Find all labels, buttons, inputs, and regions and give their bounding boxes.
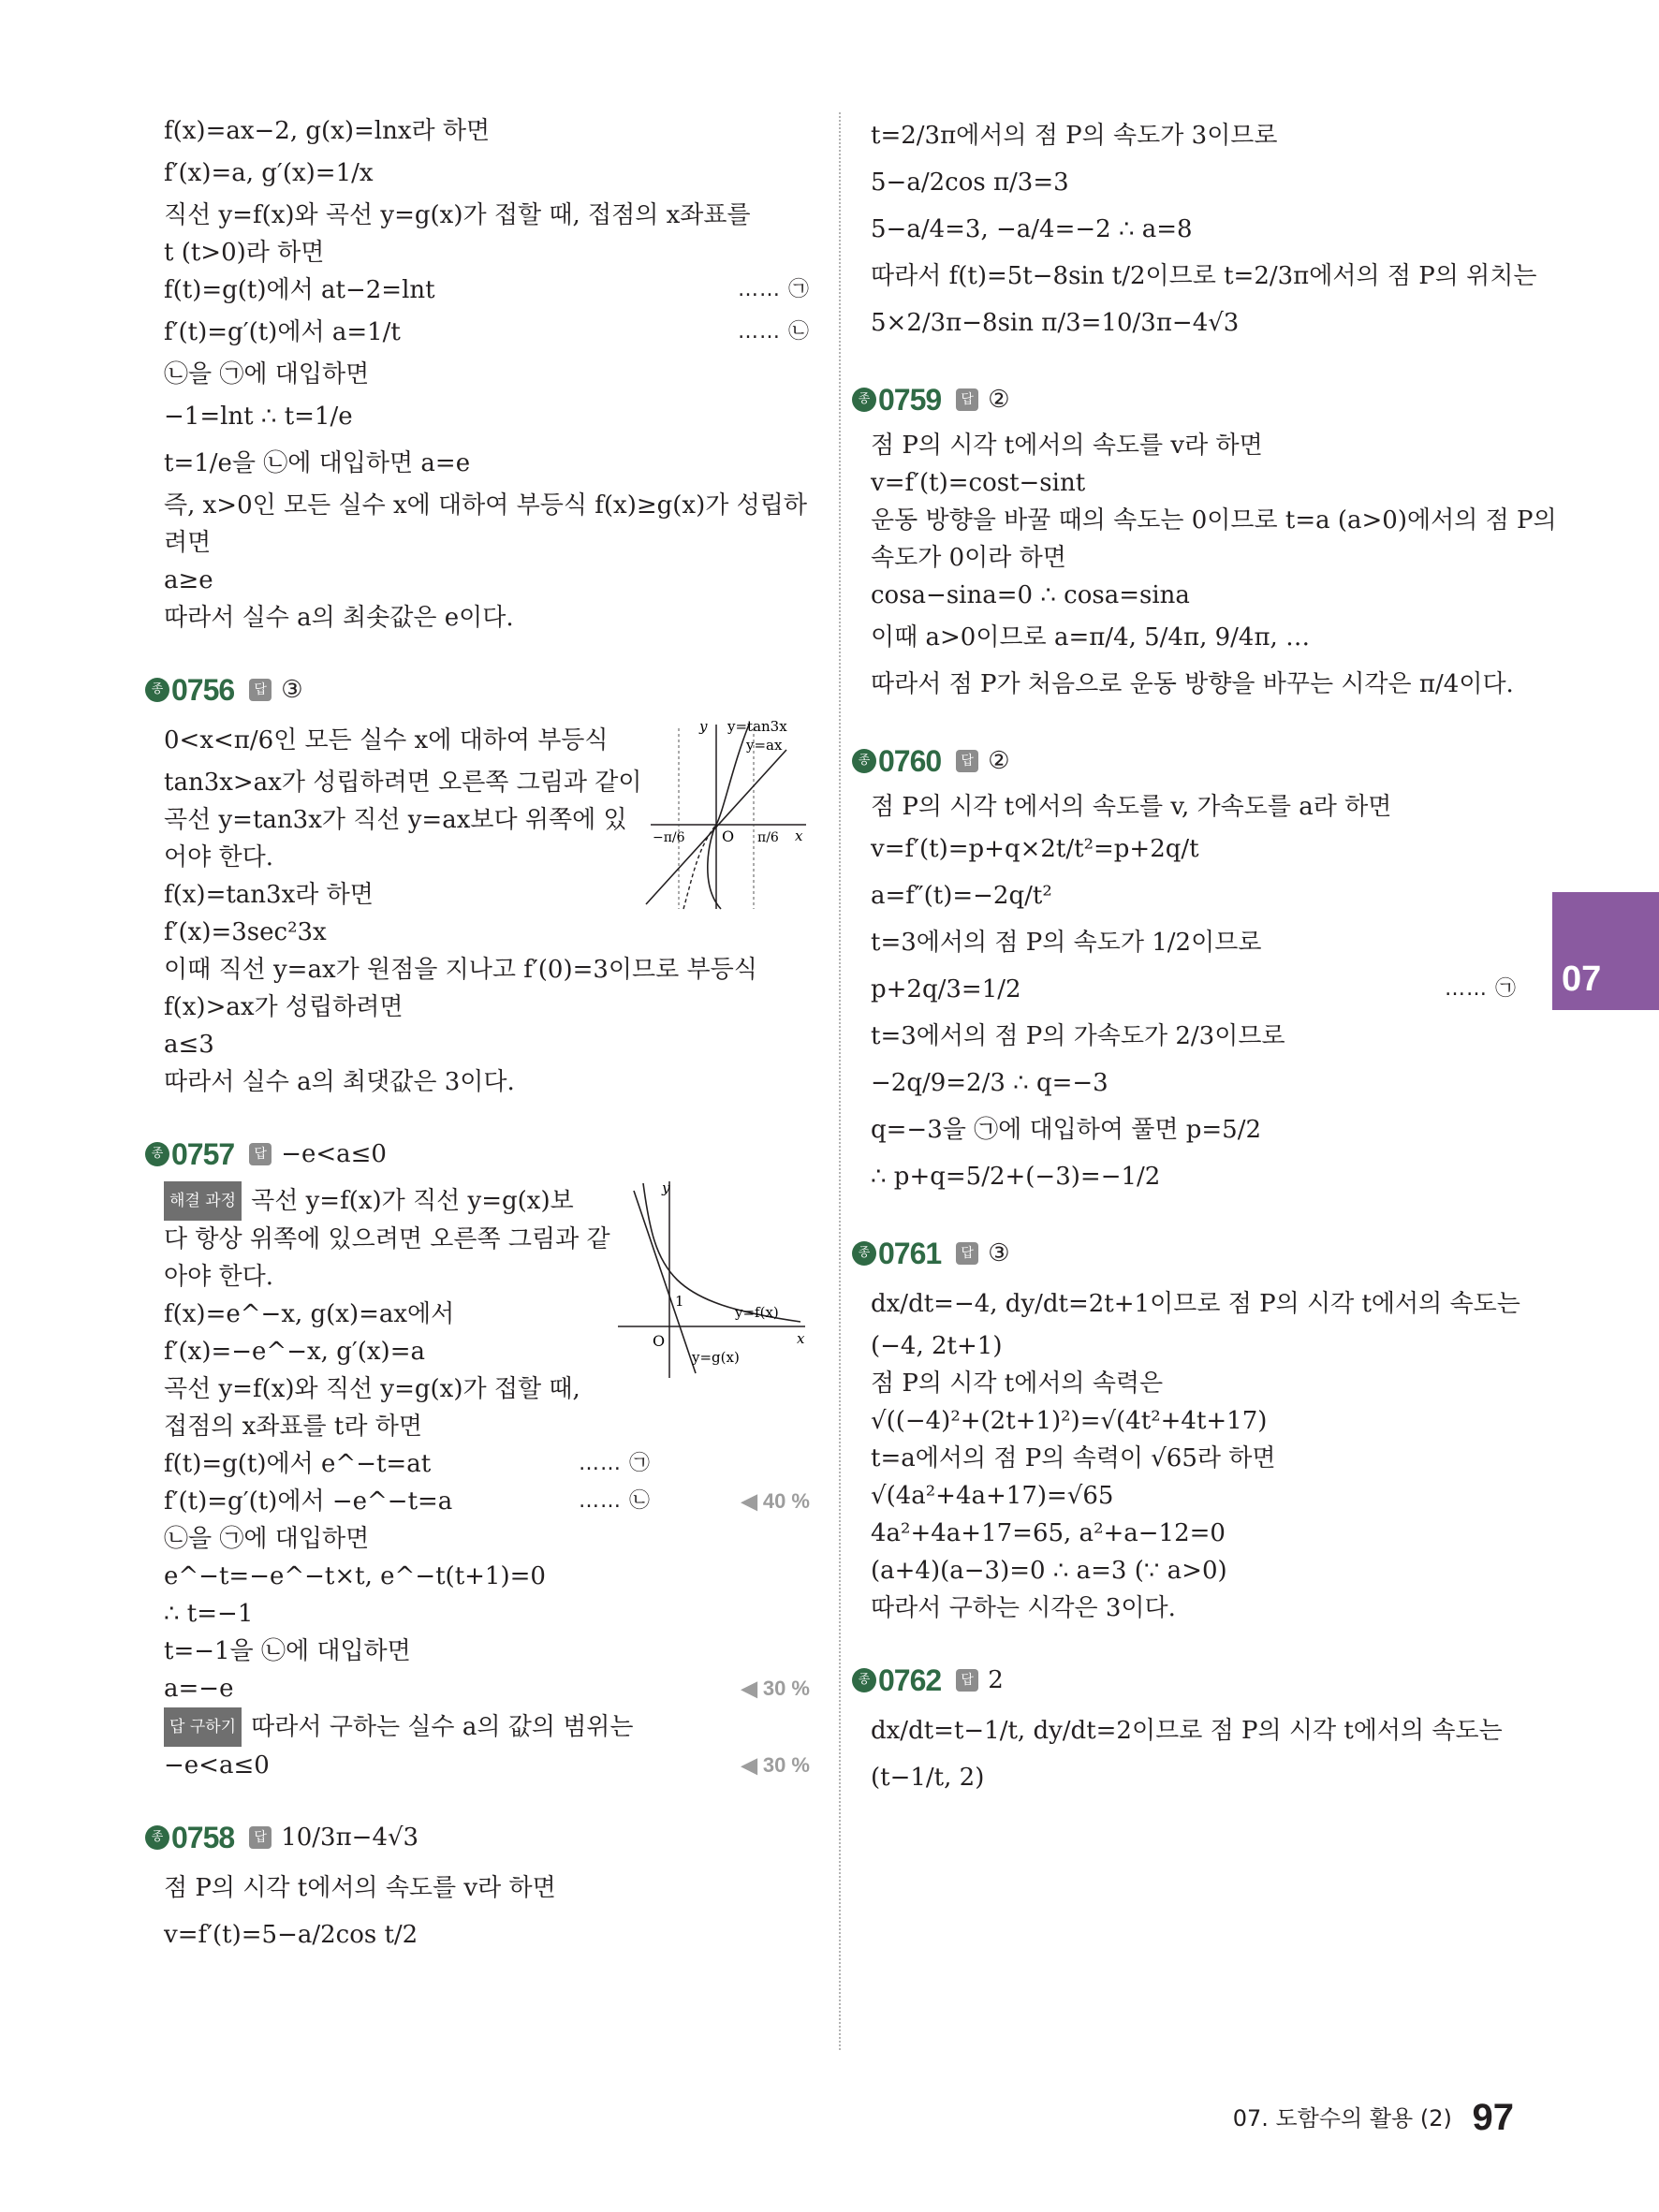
solution-line: 즉, x>0인 모든 실수 x에 대하여 부등식 f(x)≥g(x)가 성립하 — [164, 491, 807, 520]
answer-badge: 답 — [956, 1242, 978, 1265]
solution-line: √((−4)²+(2t+1)²)=√(4t²+4t+17) — [871, 1407, 1268, 1435]
problem-body-0762 — [871, 1707, 1517, 1801]
solution-line: (a+4)(a−3)=0 ∴ a=3 (∵ a>0) — [871, 1557, 1227, 1585]
answer-value: −e<a≤0 — [281, 1140, 387, 1168]
problem-body-0760 — [871, 788, 1517, 1200]
tan-curve — [708, 725, 749, 909]
intro-solution — [164, 112, 810, 637]
solution-line: 따라서 f(t)=5t−8sin t/2이므로 t=2/3π에서의 점 P의 위치는 — [871, 262, 1537, 290]
answer-value: 10/3π−4√3 — [281, 1824, 419, 1852]
answer-badge: 답 — [956, 388, 978, 411]
problem-number: 0757 — [171, 1136, 235, 1171]
answer-badge: 답 — [956, 750, 978, 772]
equation-marker: …… ㉡ — [579, 1489, 651, 1513]
solution-line: 운동 방향을 바꿀 때의 속도는 0이므로 t=a (a>0)에서의 점 P의 — [871, 506, 1557, 535]
x-label: x — [795, 828, 803, 844]
solution-line: 어야 한다. — [164, 843, 273, 872]
right-column — [858, 112, 1557, 1801]
solution-line: f(x)=ax−2, g(x)=lnx라 하면 — [164, 117, 491, 145]
solution-line: f′(x)=−e^−x, g′(x)=a — [164, 1338, 425, 1366]
solution-line: a=−e ◀ 30 % — [164, 1670, 810, 1707]
solution-line: t=3에서의 점 P의 속도가 1/2이므로 — [871, 929, 1262, 957]
y-label: y — [699, 718, 708, 735]
pos-tick-label: π/6 — [757, 830, 779, 845]
solution-line: 속도가 0이라 하면 — [871, 544, 1066, 572]
solution-line: ㉡을 ㉠에 대입하면 — [164, 360, 370, 388]
page-number: 97 — [1472, 2097, 1514, 2138]
solution-line: f′(t)=g′(t)에서 −e^−t=a …… ㉡ ◀ 40 % — [164, 1483, 810, 1520]
problem-header-0756 — [145, 668, 810, 711]
equation-marker: …… ㉠ — [1445, 977, 1517, 1001]
solution-line: cosa−sina=0 ∴ cosa=sina — [871, 581, 1190, 609]
solution-line: q=−3을 ㉠에 대입하여 풀면 p=5/2 — [871, 1116, 1262, 1144]
origin-label: O — [722, 828, 735, 845]
y-label: y — [662, 1179, 670, 1196]
solution-line: 다 항상 위쪽에 있으려면 오른쪽 그림과 같 — [164, 1225, 610, 1253]
problem-header-0759 — [852, 378, 1517, 421]
solution-line: 점 P의 시각 t에서의 속도를 v라 하면 — [164, 1874, 556, 1902]
solution-line: f′(x)=3sec²3x — [164, 918, 327, 946]
solution-line: 려면 — [164, 529, 212, 557]
solution-line: v=f′(t)=p+q×2t/t²=p+2q/t — [871, 835, 1199, 863]
solution-line: 4a²+4a+17=65, a²+a−12=0 — [871, 1519, 1226, 1547]
intercept-label: 1 — [675, 1293, 684, 1310]
problem-body-0759 — [871, 427, 1557, 708]
solution-line: ∴ p+q=5/2+(−3)=−1/2 — [871, 1163, 1161, 1191]
score-percent: ◀ 40 % — [741, 1489, 810, 1513]
answer-value: ② — [988, 747, 1010, 775]
problem-header-0760 — [852, 740, 1517, 783]
solution-line: 직선 y=f(x)와 곡선 y=g(x)가 접할 때, 접점의 x좌표를 — [164, 201, 751, 229]
tan-graph — [641, 717, 810, 914]
solution-line: 따라서 실수 a의 최댓값은 3이다. — [164, 1068, 515, 1096]
solution-line: (t−1/t, 2) — [871, 1764, 985, 1792]
exp-graph — [613, 1172, 810, 1383]
solution-line: ㉡을 ㉠에 대입하면 — [164, 1525, 370, 1553]
answer-value: ③ — [281, 676, 303, 704]
left-column — [151, 112, 810, 1958]
solution-line: 따라서 구하는 시각은 3이다. — [871, 1594, 1176, 1622]
problem-number: 0762 — [878, 1663, 942, 1697]
problem-number: 0760 — [878, 743, 942, 778]
curve-label: y=tan3x — [727, 718, 787, 735]
problem-type-badge: 종 — [852, 1241, 876, 1266]
problem-body-0757 — [164, 1181, 810, 1784]
score-percent: ◀ 30 % — [741, 1753, 810, 1777]
equation-marker: …… ㉠ — [738, 278, 810, 301]
solution-line: −1=lnt ∴ t=1/e — [164, 403, 353, 431]
answer-badge: 답 — [249, 679, 272, 701]
answer-value: 2 — [988, 1666, 1004, 1694]
solution-line: (−4, 2t+1) — [871, 1332, 1003, 1360]
answer-value: ② — [988, 386, 1010, 414]
solution-line: f(x)>ax가 성립하려면 — [164, 993, 404, 1021]
problem-body-0758 — [164, 1865, 810, 1958]
solution-line: 5−a/4=3, −a/4=−2 ∴ a=8 — [871, 215, 1193, 243]
solution-line: −2q/9=2/3 ∴ q=−3 — [871, 1069, 1108, 1097]
problem-number: 0759 — [878, 382, 942, 417]
solution-line: 아야 한다. — [164, 1263, 273, 1291]
solution-line: 따라서 실수 a의 최솟값은 e이다. — [164, 604, 514, 632]
step-tag: 해결 과정 — [164, 1181, 242, 1221]
solution-line: f′(x)=a, g′(x)=1/x — [164, 159, 374, 187]
problem-header-0758 — [145, 1816, 810, 1859]
neg-tick-label: −π/6 — [653, 830, 685, 845]
solution-line: 이때 a>0이므로 a=π/4, 5/4π, 9/4π, … — [871, 623, 1311, 652]
solution-line: f(t)=g(t)에서 e^−t=at …… ㉠ — [164, 1445, 810, 1483]
solution-line: 점 P의 시각 t에서의 속력은 — [871, 1370, 1164, 1398]
solution-line: e^−t=−e^−t×t, e^−t(t+1)=0 — [164, 1562, 546, 1590]
problem-type-badge: 종 — [852, 388, 876, 412]
step-tag: 답 구하기 — [164, 1707, 242, 1747]
solution-line: t=3에서의 점 P의 가속도가 2/3이므로 — [871, 1022, 1285, 1050]
problem-body-0761 — [871, 1281, 1520, 1627]
solution-line: 이때 직선 y=ax가 원점을 지나고 f′(0)=3이므로 부등식 — [164, 956, 757, 984]
chapter-title: 07. 도함수의 활용 (2) — [1232, 2105, 1452, 2131]
solution-line: t=2/3π에서의 점 P의 속도가 3이므로 — [871, 122, 1278, 150]
answer-value: ③ — [988, 1239, 1010, 1267]
solution-line: a≥e — [164, 566, 213, 594]
solution-line: f(t)=g(t)에서 at−2=lnt …… ㉠ — [164, 271, 810, 309]
answer-badge: 답 — [956, 1669, 978, 1692]
equation-marker: …… ㉡ — [738, 320, 810, 344]
solution-line: 접점의 x좌표를 t라 하면 — [164, 1413, 422, 1441]
g-label: y=g(x) — [692, 1349, 740, 1366]
score-percent: ◀ 30 % — [741, 1677, 810, 1700]
problem-header-0757 — [145, 1133, 810, 1176]
solution-line: tan3x>ax가 성립하려면 오른쪽 그림과 같이 — [164, 769, 642, 797]
page-footer — [1233, 2097, 1514, 2139]
equation-marker: …… ㉠ — [579, 1452, 651, 1475]
solution-line: f(x)=e^−x, g(x)=ax에서 — [164, 1300, 455, 1328]
problem-type-badge: 종 — [852, 749, 876, 773]
solution-line: 0<x<π/6인 모든 실수 x에 대하여 부등식 — [164, 726, 609, 754]
solution-line: 점 P의 시각 t에서의 속도를 v, 가속도를 a라 하면 — [871, 793, 1392, 821]
solution-line: p+2q/3=1/2 …… ㉠ — [871, 966, 1517, 1013]
problem-type-badge: 종 — [145, 678, 169, 702]
chapter-number: 07 — [1562, 960, 1602, 999]
solution-line: 답 구하기 따라서 구하는 실수 a의 값의 범위는 — [164, 1707, 810, 1747]
solution-line: 따라서 점 P가 처음으로 운동 방향을 바꾸는 시각은 π/4이다. — [871, 670, 1514, 698]
exp-curve — [643, 1183, 800, 1322]
solution-line: f(x)=tan3x라 하면 — [164, 881, 374, 909]
solution-line: −e<a≤0 ◀ 30 % — [164, 1747, 810, 1784]
solution-line: t (t>0)라 하면 — [164, 239, 325, 267]
solution-line: t=−1을 ㉡에 대입하면 — [164, 1637, 411, 1665]
solution-line: 5×2/3π−8sin π/3=10/3π−4√3 — [871, 309, 1240, 337]
line-label: y=ax — [746, 737, 783, 754]
column-divider — [839, 112, 841, 2050]
problem-body-0756 — [164, 717, 810, 1101]
solution-line: dx/dt=t−1/t, dy/dt=2이므로 점 P의 시각 t에서의 속도는 — [871, 1717, 1503, 1745]
problem-number: 0758 — [171, 1820, 235, 1854]
solution-line: 곡선 y=tan3x가 직선 y=ax보다 위쪽에 있 — [164, 806, 627, 834]
solution-line: 해결 과정 곡선 y=f(x)가 직선 y=g(x)보 — [164, 1181, 810, 1221]
answer-badge: 답 — [249, 1826, 272, 1849]
solution-line: v=f′(t)=cost−sint — [871, 469, 1086, 497]
solution-line: t=a에서의 점 P의 속력이 √65라 하면 — [871, 1444, 1276, 1472]
problem-number: 0756 — [171, 672, 235, 707]
f-label: y=f(x) — [735, 1304, 779, 1321]
chapter-side-tab — [1552, 892, 1659, 1010]
problem-header-0761 — [852, 1232, 1517, 1275]
problem-type-badge: 종 — [145, 1142, 169, 1166]
solution-line: a≤3 — [164, 1031, 214, 1059]
problem-type-badge: 종 — [852, 1668, 876, 1692]
solution-line: 점 P의 시각 t에서의 속도를 v라 하면 — [871, 432, 1263, 460]
problem-number: 0761 — [878, 1236, 942, 1270]
solution-line: 5−a/2cos π/3=3 — [871, 168, 1069, 197]
solution-line: f′(t)=g′(t)에서 a=1/t …… ㉡ — [164, 309, 810, 356]
intro-solution-right — [871, 112, 1537, 346]
x-label: x — [797, 1330, 805, 1347]
solution-line: ∴ t=−1 — [164, 1600, 254, 1628]
solution-line: dx/dt=−4, dy/dt=2t+1이므로 점 P의 시각 t에서의 속도는 — [871, 1290, 1520, 1318]
origin-label: O — [653, 1332, 666, 1350]
solution-line: 곡선 y=f(x)와 직선 y=g(x)가 접할 때, — [164, 1375, 580, 1403]
solution-line: √(4a²+4a+17)=√65 — [871, 1482, 1114, 1510]
solution-line: t=1/e을 ㉡에 대입하면 a=e — [164, 449, 471, 477]
problem-type-badge: 종 — [145, 1825, 169, 1850]
problem-header-0762 — [852, 1659, 1517, 1702]
answer-badge: 답 — [249, 1143, 272, 1165]
solution-line: a=f″(t)=−2q/t² — [871, 882, 1052, 910]
solution-line: v=f′(t)=5−a/2cos t/2 — [164, 1921, 418, 1949]
